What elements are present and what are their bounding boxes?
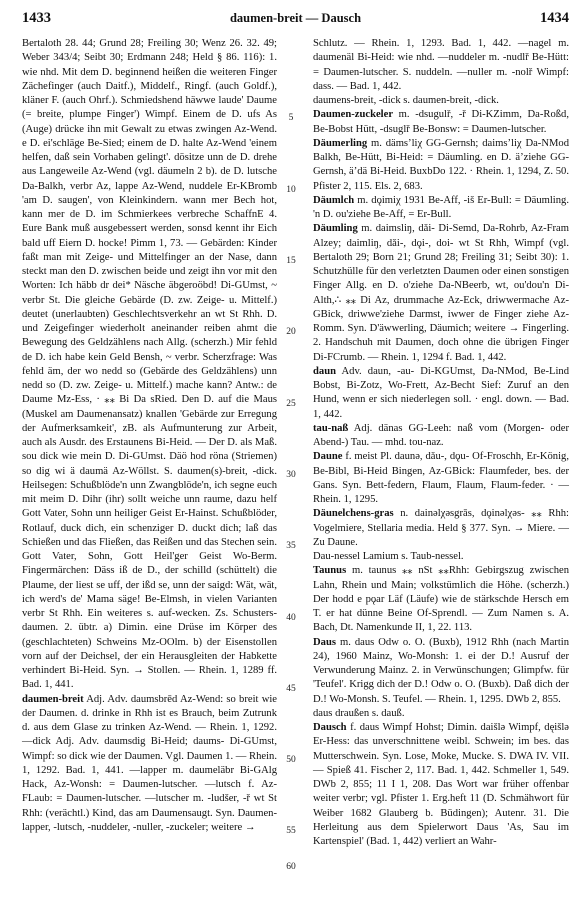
line-number: 55 [286, 826, 296, 836]
lemma: Daumen-zuckeler [313, 109, 394, 121]
line-number: 10 [286, 185, 296, 195]
line-number: 60 [286, 862, 296, 872]
entry-daeunelchens-gras: Däunelchens-gras n. dainǝlχǝsgrās, dǫinǝlχǝs- ⁎⁎ Rhh: Vogelmiere, Stellaria media. Held § 377. Syn. → Miere. — Zu Daune. [313, 508, 569, 548]
entry-daeumling: Däumling m. daimsliŋ, dǎi- Di-Semd, Da-Rohrb, Az-Fram Alzey; daimliŋ, dǎi-, dǫi-, doi- wt St Rhh, Wimpf (vgl. Bertaloth 29; Born 21; Grund 28; Freiling 31; Seibt 30): 1. Schutzhülle für den verletzten Daumen oder einen sonstigen Finger Allg. en D. o'ziehe Da-NBeerb, wt, ou'dou'n Di-Alth,∴ ⁎⁎ Di Az, drummache Az-Eck, driwwermache Az-GBick, driwwe'ziehe Darmst, iwwer de Finger ziehe Az-Romm. Syn. D'äwwerling, Däumich; weitere → Fingerling. 2. Handschuh mit Daumen, doch ohne die übrigen Finger Di-FCrumb. — Rhein. 1, 1294 f. Bad. 1, 442. [313, 223, 569, 363]
line-number: 35 [286, 541, 296, 551]
left-column [22, 37, 277, 835]
lemma: daun [313, 365, 336, 377]
line-number: 30 [286, 470, 296, 480]
entry-daumen-zuckeler: Daumen-zuckeler m. -dsugulř, -ř Di-KZimm, Da-Roßd, Be-Bobst Hütt, -dsuglř Be-Bonsw: = Daumen-lutscher. [313, 109, 569, 135]
lemma: Dausch [313, 722, 347, 733]
entry-daus: Daus m. daus Odw o. O. (Buxb), 1912 Rhh (nach Martin 24), 1960 Mainz, Wo-Monsh: 1. ei der D.! Ausruf der Verwunderung Mainz. 2. in Verwünschungen; Glimpfw. für 'Teufel'. Krigg dich der D.! Odw o. O. (Buxb). Daß dich der D.! Wo-Monsh. S. Teufel. — Rhein. 1, 1295. DWb 2, 855. [313, 636, 569, 705]
entry-daeumerling: Däumerling m. dämsʼliχ GG-Gernsh; daimsʼliχ Da-NMod Balkh, Be-Hütt, Bi-Heid: = Däumling. en D. äʼziehe GG-Gernsh, äʼdä Bi-Heid. BuxbDo 122. · Rhein. 1, 1294, Z. 50. Pfister 2, 115. Els. 2, 683. [313, 137, 569, 192]
line-number: 25 [286, 399, 296, 409]
lemma: Daus [313, 636, 336, 648]
lemma: tau-naß [313, 422, 349, 434]
line-number: 20 [286, 327, 296, 337]
entry-daumens-breit: daumens-breit, -dick s. daumen-breit, -dick. [313, 95, 499, 106]
lemma: daumen-breit [22, 693, 84, 705]
lemma: Daune [313, 451, 343, 463]
entry-schlutz-continuation: Schlutz. — Rhein. 1, 1293. Bad. 1, 442. —nagel m. daumenäl Bi-Heid: wie nhd. —nuddeler m. -nudlř Be-Hütt: = Daumen-lutscher. S. nuddeln. —nuller m. -nolř Wimpf: dass. — Bad. 1, 442. [313, 38, 569, 92]
entry-daus-draussen: daus draußen s. dauß. [313, 707, 405, 719]
line-number: 5 [288, 113, 294, 123]
lemma: Däunelchens-gras [313, 508, 394, 520]
page-header [22, 8, 569, 28]
entry-dausch: Dausch f. daus Wimpf Hohst; Dimin. daišlǝ Wimpf, dęišlǝ Er-Hess: das unverschnittene weibl. Schwein; im bes. das Mutterschwein. Syn. Lose, Moke, Mucke. S. DWA IV. VII. — Spieß 41. Fischer 2, 117. Bad. 1, 442. Schmeller 1, 549. DWb 2, 855; 11 I 1, 208. Das Wort war früher offenbar weiter verbr; vgl. Pfister 1. Erg.heft 11 (D. Schmähwort für Weiber 1682 Glauberg b. Büdingen); Autenr. 31. Die Herleitung aus dem Spielerwort Daus 'As, Sau im Kartenspiel' (Bad. 1, 442) verliert an Wahr- [313, 722, 569, 847]
entry-daeumlch: Däumlch m. dǫimiχ 1931 Be-Aff, -iš Er-Bull: = Däumling. 'n D. ou'ziehe Be-Aff, = Er-Bull. [313, 194, 569, 220]
entry-tau-nass: tau-naß Adj. dänas GG-Leeh: naß vom (Morgen- oder Abend-) Tau. — mhd. tou-naz. [313, 422, 569, 448]
entry-dau-nessel: Dau-nessel Lamium s. Taub-nessel. [313, 551, 464, 562]
right-column [313, 37, 569, 849]
entry-daune: Daune f. meist Pl. daunǝ, dǎu-, dǫu- Of-Froschh, Er-König, Be-Bibl, Bi-Heid Bingen, Az-GBick: Flaumfeder, bes. der Gans. Syn. Bett-federn, Flaum, Flaum, Flaum-feder. · — Rhein. 1, 1295. [313, 451, 569, 505]
right-page-number: 1434 [540, 10, 569, 26]
lemma: Taunus [313, 565, 347, 577]
entry-daun: daun Adv. daun, -au- Di-KGUmst, Da-NMod, Be-Lind Bobst, Bi-Zotz, Wo-Frett, Az-Becht Sief: Zuruf an den Hund, wenn er sich niederlegen soll. · engl. down. — Bad. 1, 442. [313, 365, 569, 420]
line-number: 45 [286, 684, 296, 694]
entry-daumen-breit: daumen-breit Adj. Adv. daumsbrēd Az-Wend: so breit wie der Daumen. d. drinke in Rhh ist es Brauch, beim Zutrunk d. aus dem Glase zu trinken Az-Wend. — Rhein. 1, 1292. —dick Adj. Adv. daumsdig Bi-Heid; daums- Di-GUmst, Wimpf: so dick wie der Daumen. Vgl. Daumen 1. — Rhein. 1, 1292. Bad. 1, 441. —lapper m. daumeläbr Bi-GAlg Hack, Az-Wonsh: = Daumen-lutscher. —lutsch f. Az-FLaub: = Daumen-lutscher. —lutscher m. -ludšer, -ř wt St Rhh: (verächtl.) Kind, das am Daumensaugt. Syn. Daumen- lapper, -lutsch, -nuddeler, -nuller, -zuckeler; weitere → [22, 693, 277, 833]
line-number: 15 [286, 256, 296, 266]
entry-daumen-continuation: Bertaloth 28. 44; Grund 28; Freiling 30; Wenz 26. 32. 49; Weber 343/4; Seibt 30; Erdmann 248; Held § 86. 116): 1. wie nhd. Mit dem D. beginnend heißen die weiteren Finger Zächefinger (auch Daitf.), Middelf., Ringf. (auch Goldf.), kläner F. (auch Ohrf.). Schmiedshend häwwe laude' Daume (= breite, plumpe Finger') Wimpf. Einem de D. ufs As (Auge) drücke ihn mit Gewalt zu etwas zwingen Az-Wend. e D. ei'schläge Be-Sied; einem de D. halte Az-Wend 'einem helfen, daß sein Vorhaben gelingt'. dösitze unn de D. drehe aus Langeweile Az-Wend (vgl. däumeln 2 b). de D. lutsche Da-Balkh, verbr Az, lappe Az-Wend, nuddele Er-KBromb 'am D. saugen', von Kleinkindern. wann mer Bech hot, kann mer de D. im Schmierkees verbreche SchaffnE 4. Eure Bank muß ausgebessert werden, sonsd kennt ihr Eich bald uff Eiern D. hocke! Pimm 1, 73. — Gebärden: Kinder faßt man mit Zeige- und Mittelfinger an der Nase, dann steckt man den D. zwischen beide und zeigt ihn vor mit den Worten: Ich häbb dr dei* Näsche äbgeroöbd! Di-GUmst, ~ verbr St. Die gleiche Gebärde (D. zw. Zeige- u. Mittelf.) deutet (unerlaubten) Geschlechtsverkehr an wt St Rhh. D. und Zeigefinger wiederholt aneinander reiben ahmt die Bewegung des Geldzählens nach Allg. (scherzh.) Mir fehld de D. ich habe kein Geld Bensh, ~ verbr. Scherzfrage: Was fehld äm, der wo nedd so (Gebärde des Geldzählens) unn nedd so (D. zw. Zeige- u. Mittelf.) mache kann? Antw.: de Daume Mz-Ess, · ⁎⁎ Bi Da sRied. Den D. auf die Maus (Muskel am Daumenansatz) knallen 'Gebärde zur Erregung der Aufmerksamkeit', zB. als Aufmunterung zur Arbeit, auch als Ausdr. des Erstaunens Bi-Heid. — Der D. als Maß. sou dick wie mein D. Di-GUmst. Däö hod röna (Striemen) so dig wi ä daumä Az-Wöllst. S. daumen(s)-breit, -dick. Heilsegen: Schußblöde'n unn Zwangblöde'n, ich segne euch mit meim D. Dihr (ihr) sollt weiche unn raume, dazu helf Gott Vater, Sohn unn heiliger Geist Er-Hainst. Schußblöder, Rotlauf, duck dich, ein schenziger D. duckt dich; laß das Schießen und das Fließen, das Reißen und das Stechen sein. Gott Vater, Sohn, Gott Heil'ger Geist Wo-Berm. Fingermärchen: Däss iß de D., der schilld (schüttelt) die Plaume, der liest se uff, der ißd se, unn der saigd: Wät, wät, ich werd's de' Mama säge! Be-Elmsh, in vielen Varianten verbr St Rhh. Ein weiteres s. auf-wecken. Zs. Schusters-daumen. 2. übtr. a) Dimin. eine Drüse im Körper des (geschlachteten) Schweins Mz-OOlm. b) der Eisenstollen vorn auf der Deichsel, der ein Herausgleiten der Habkette verhindert Bi-Heid. Syn. → Stollen. — Rhein. 1, 1289 ff. Bad. 1, 441. [22, 38, 277, 691]
line-number: 40 [286, 613, 296, 623]
line-number: 50 [286, 755, 296, 765]
lemma: Däumlch [313, 194, 355, 206]
entry-taunus: Taunus m. taunus ⁎⁎ nSt ⁎⁎Rhh: Gebirgszug zwischen Lahn, Rhein und Main; volkstümlich die Höhe. (scherzh.) Der hodd e pǫar Läf (Läufe) wie de stärkschde Hersch em T. er hat dünne Beine Of-Sprendl. — Zum Namen s. A. Bach, Dt. Namenkunde II, 1, 22. 113. [313, 565, 569, 634]
running-title: daumen-breit — Dausch [229, 11, 362, 25]
left-page-number: 1433 [22, 10, 51, 26]
lemma: Däumerling [313, 137, 368, 149]
lemma: Däumling [313, 223, 358, 235]
